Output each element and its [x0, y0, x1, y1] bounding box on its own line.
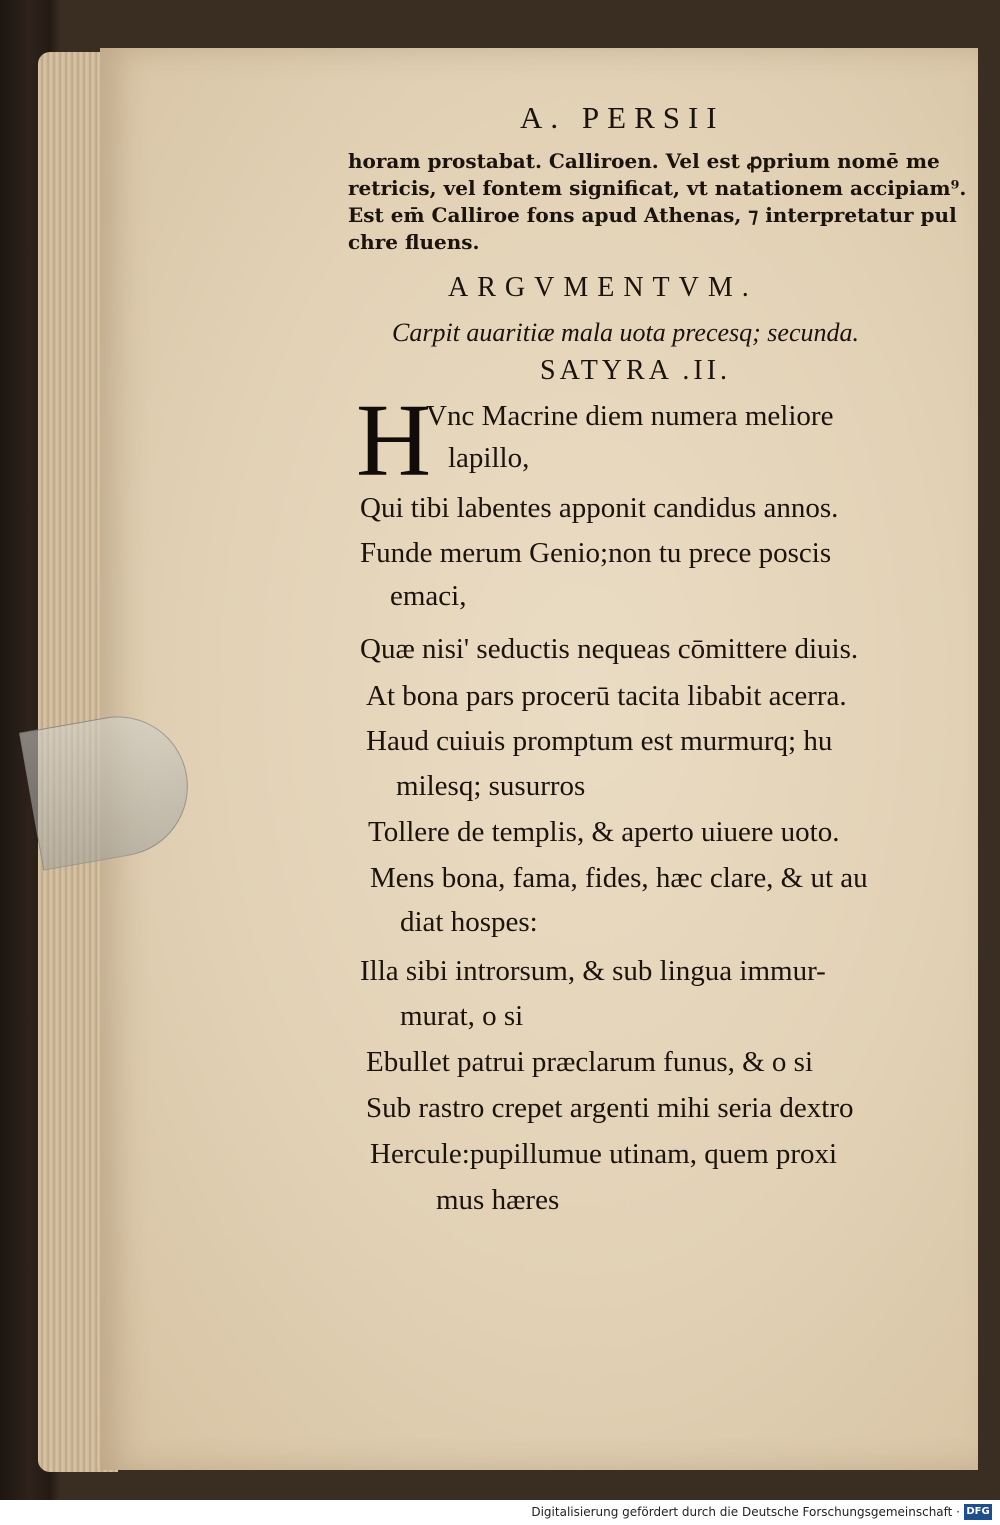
gloss-line: chre fluens.: [348, 230, 480, 254]
dfg-logo-icon: DFG: [964, 1504, 992, 1520]
verse-line: diat hospes:: [400, 906, 538, 938]
gloss-line: horam prostabat. Calliroen. Vel est ꝓprium nomē me: [348, 149, 940, 173]
verse-line: Mens bona, fama, fides, hæc clare, & ut au: [370, 862, 868, 894]
verse-line: Sub rastro crepet argenti mihi seria dextro: [366, 1092, 854, 1124]
running-title: A. PERSII: [520, 100, 725, 135]
verse-line: Tollere de templis, & aperto uiuere uoto.: [368, 816, 840, 848]
verse-line: Ebullet patrui præclarum funus, & o si: [366, 1046, 814, 1078]
gloss-line: Est em̄ Calliroe fons apud Athenas, ⁊ interpretatur pul: [348, 203, 957, 227]
verse-line: Haud cuiuis promptum est murmurq; hu: [366, 725, 833, 757]
gloss-line: retricis, vel fontem significat, vt natationem accipiam⁹.: [348, 176, 967, 200]
verse-line: Illa sibi introrsum, & sub lingua immur-: [360, 955, 826, 987]
commentary-gloss: [348, 148, 967, 256]
verse-line: emaci,: [390, 580, 467, 612]
verse-line: At bona pars procerū tacita libabit acerra.: [366, 680, 847, 712]
verse-line: milesq; susurros: [396, 770, 586, 802]
argument-line: Carpit auaritiæ mala uota precesq; secunda.: [392, 318, 860, 347]
funding-notice: Digitalisierung gefördert durch die Deutsche Forschungsgemeinschaft ·: [531, 1505, 960, 1519]
verse-line: Quæ nisi' seductis nequeas cōmittere diuis.: [360, 633, 859, 665]
verse-line: Hercule:pupillumue utinam, quem proxi: [370, 1138, 838, 1170]
verse-line: Qui tibi labentes apponit candidus annos.: [360, 492, 839, 524]
verse-line: murat, o si: [400, 1000, 524, 1032]
drop-capital: H: [356, 383, 432, 498]
verse-line: Funde merum Genio;non tu prece poscis: [360, 537, 832, 569]
verse-line: Vnc Macrine diem numera meliore: [426, 400, 834, 432]
argument-title: ARGVMENTVM.: [448, 272, 758, 303]
verse-line: mus hæres: [436, 1184, 560, 1216]
book-page: [100, 48, 978, 1470]
verse-line: lapillo,: [448, 442, 530, 474]
satire-heading: SATYRA .II.: [540, 355, 732, 386]
